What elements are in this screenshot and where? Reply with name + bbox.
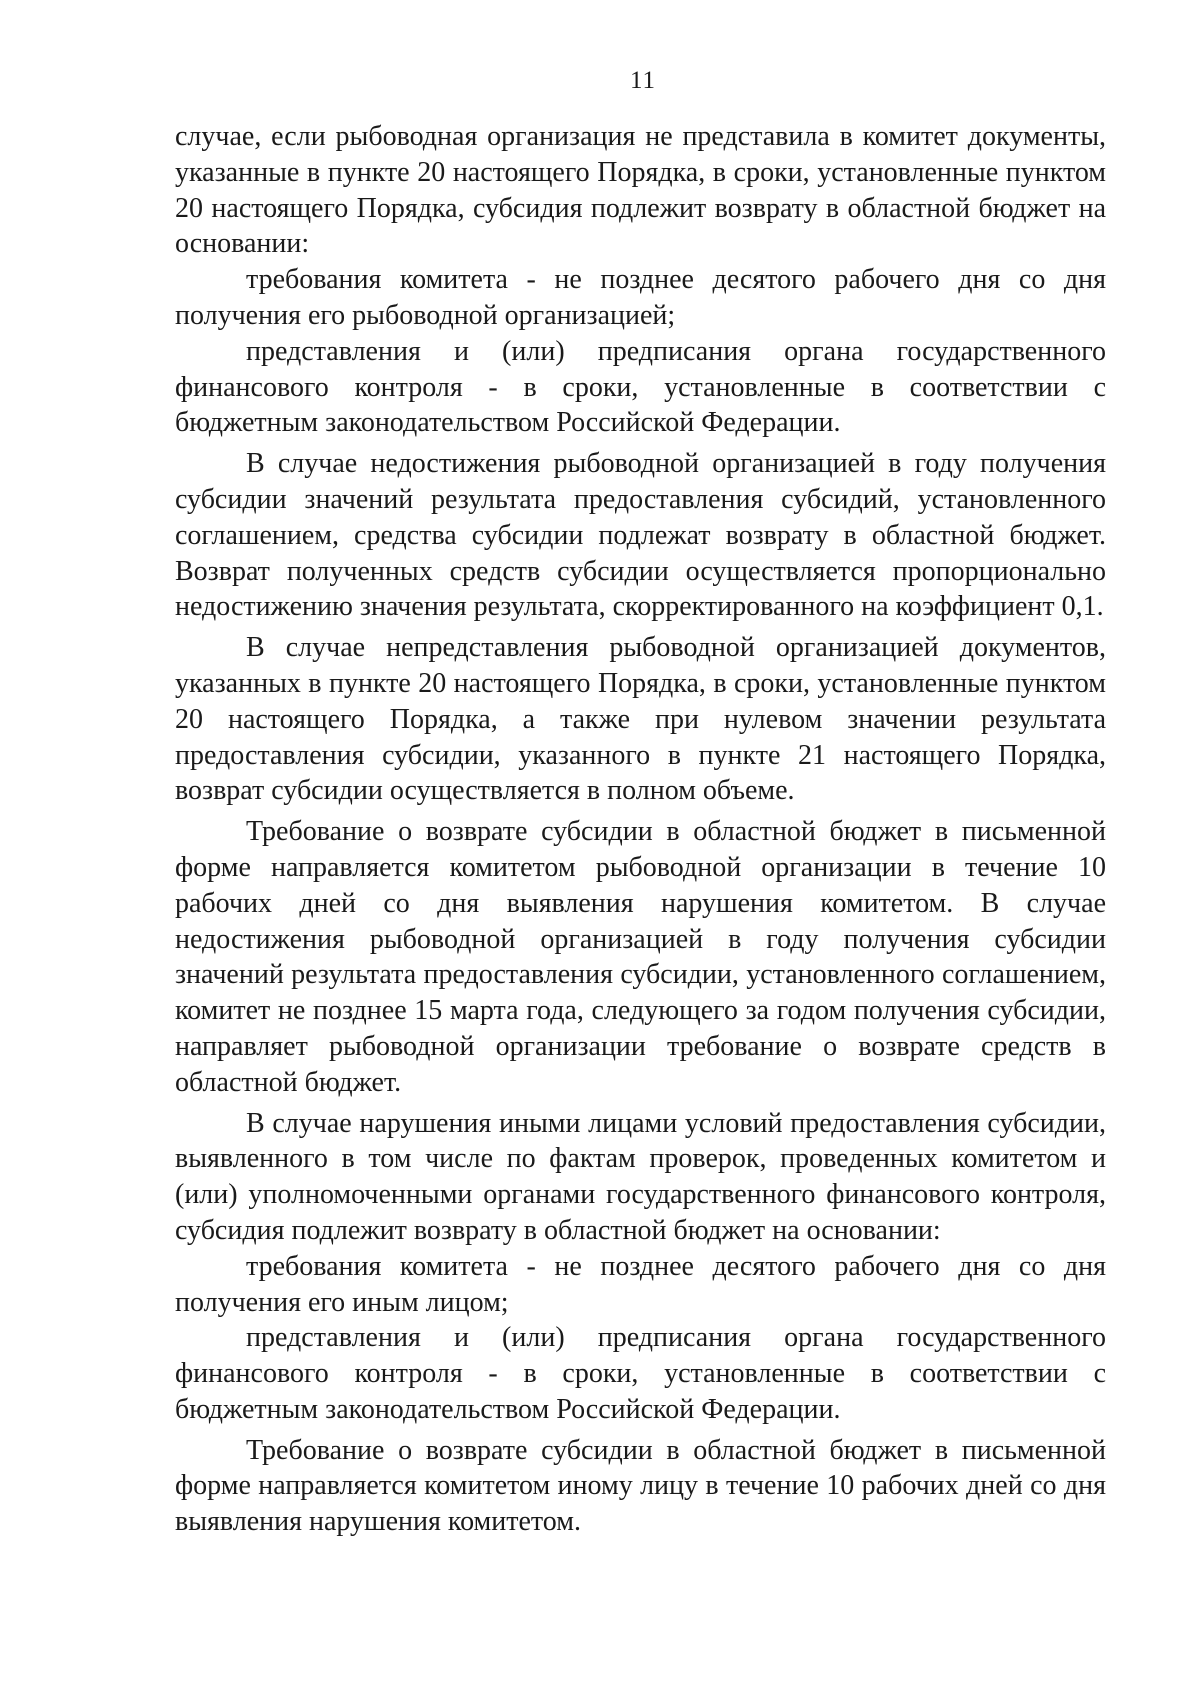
paragraph-committee-demand: требования комитета - не позднее десятого рабочего дня со дня получения его рыбоводной организацией;	[175, 264, 1106, 331]
paragraph-control-order-other: представления и (или) предписания органа государственного финансового контроля - в сроки, установленные в соответствии с бюджетным законодательством Российской Федерации.	[175, 1322, 1106, 1425]
paragraph-non-achievement: В случае недостижения рыбоводной организацией в году получения субсидии значений результата предоставления субсидий, установленного соглашением, средства субсидии подлежат возврату в областной бюджет. Возврат полученных средств субсидии осуществляется пропорционально недостижению значения результата, скорректированного на коэффициент 0,1.	[175, 448, 1106, 623]
paragraph-other-persons-violation: В случае нарушения иными лицами условий предоставления субсидии, выявленного в том числе по фактам проверок, проведенных комитетом и (или) уполномоченными органами государственного финансового контроля, субсидия подлежит возврату в областной бюджет на основании:	[175, 1107, 1106, 1246]
paragraph-committee-demand-other: требования комитета - не позднее десятого рабочего дня со дня получения его иным лицом;	[175, 1250, 1106, 1318]
page-number: 11	[629, 67, 657, 94]
paragraph-continuation: случае, если рыбоводная организация не представила в комитет документы, указанные в пункте 20 настоящего Порядка, в сроки, установленные пунктом 20 настоящего Порядка, субсидия подлежит возврату в областной бюджет на основании:	[175, 121, 1106, 260]
paragraph-non-submission: В случае непредставления рыбоводной организацией документов, указанных в пункте 20 настоящего Порядка, в сроки, установленные пунктом 20 настоящего Порядка, а также при нулевом значении результата предоставления субсидии, указанного в пункте 21 настоящего Порядка, возврат субсидии осуществляется в полном объеме.	[175, 632, 1106, 807]
paragraph-refund-demand-other: Требование о возврате субсидии в областной бюджет в письменной форме направляется комитетом иному лицу в течение 10 рабочих дней со дня выявления нарушения комитетом.	[175, 1434, 1106, 1538]
document-body	[175, 119, 1106, 1540]
paragraph-refund-demand: Требование о возврате субсидии в областной бюджет в письменной форме направляется комитетом рыбоводной организации в течение 10 рабочих дней со дня выявления нарушения комитетом. В случае недостижения рыбоводной организацией в году получения субсидии значений результата предоставления субсидии, установленного соглашением, комитет не позднее 15 марта года, следующего за годом получения субсидии, направляет рыбоводной организации требование о возврате средств в областной бюджет.	[175, 816, 1106, 1098]
paragraph-control-order: представления и (или) предписания органа государственного финансового контроля - в сроки, установленные в соответствии с бюджетным законодательством Российской Федерации.	[175, 335, 1106, 439]
